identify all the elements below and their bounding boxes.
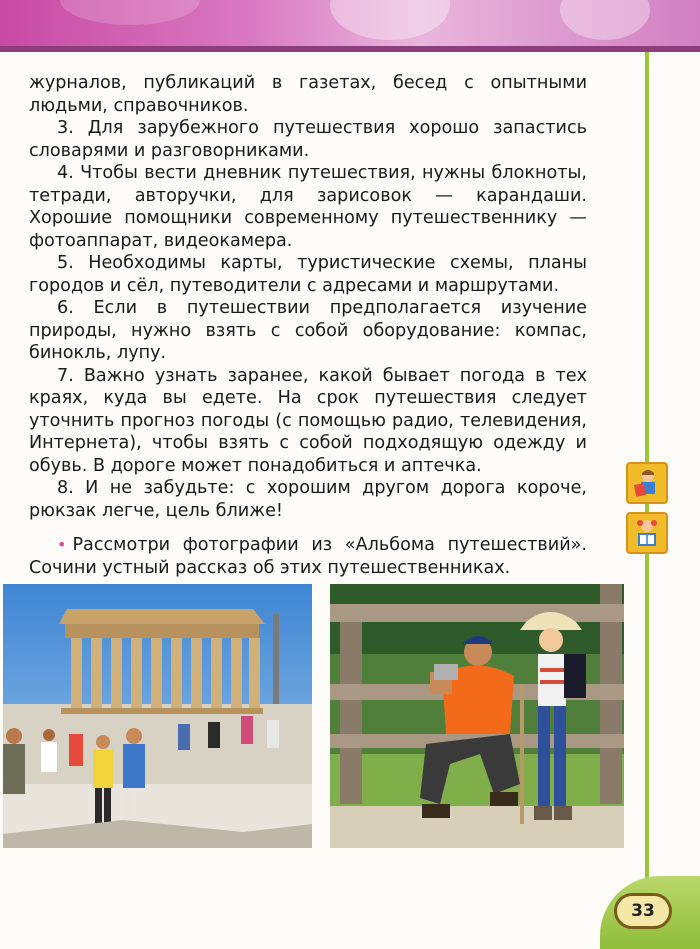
bullet-icon: • (57, 535, 67, 554)
girl-book-icon (626, 512, 668, 554)
list-item-8: 8. И не забудьте: с хорошим другом дорога короче, рюкзак легче, цель ближе! (29, 478, 587, 521)
task-text: Рассмотри фотографии из «Альбома путешествий». Сочини устный рассказ об этих путешественниках. (29, 535, 587, 578)
page-number: 33 (614, 893, 672, 929)
paragraph-continuation: журналов, публикаций в газетах, бесед с опытными людьми, справочников. (29, 73, 587, 116)
photo-father-child (330, 584, 624, 848)
list-item-4: 4. Чтобы вести дневник путешествия, нужны блокноты, тетради, авторучки, для зарисовок — карандаши. Хорошие помощники современному путешественнику — фотоаппарат, видеокамера. (29, 163, 587, 251)
list-item-6: 6. Если в путешествии предполагается изучение природы, нужно взять с собой оборудование: компас, бинокль, лупу. (29, 298, 587, 363)
body-text (29, 72, 587, 579)
task-paragraph (29, 534, 587, 579)
list-item-5: 5. Необходимы карты, туристические схемы, планы городов и сёл, путеводители с адресами и маршрутами. (29, 253, 587, 296)
photo-parthenon (3, 584, 312, 848)
list-item-7: 7. Важно узнать заранее, какой бывает погода в тех краях, куда вы едете. На срок путешествия следует уточнить прогноз погоды (с помощью радио, телевидения, Интернета), чтобы взять с собой подходящую одежду и обувь. В дороге может понадобиться и аптечка. (29, 365, 587, 476)
top-banner (0, 0, 700, 46)
banner-divider (0, 46, 700, 52)
boy-reading-icon (626, 462, 668, 504)
list-item-3: 3. Для зарубежного путешествия хорошо запастись словарями и разговорниками. (29, 118, 587, 161)
